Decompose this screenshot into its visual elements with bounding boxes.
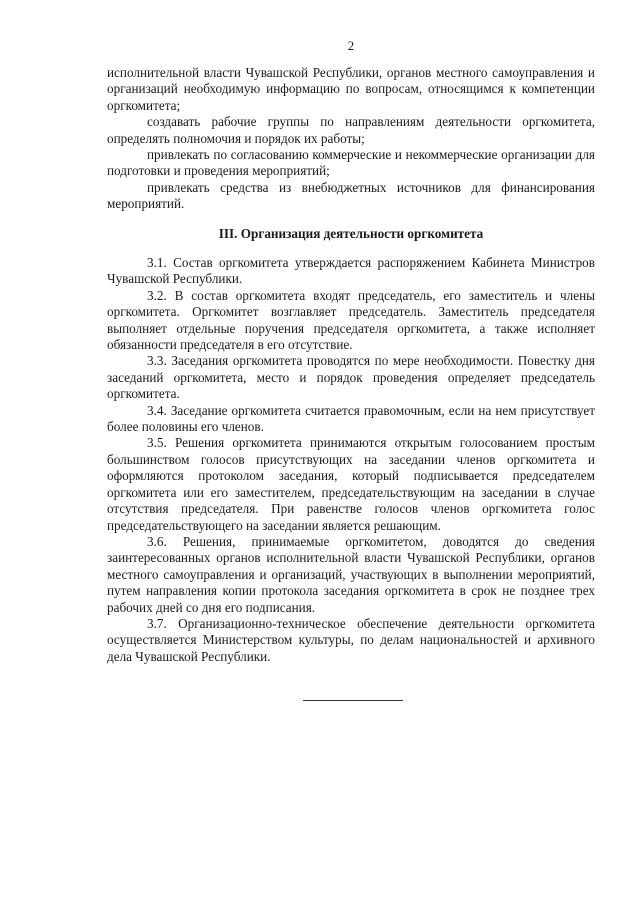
clause-3-5: 3.5. Решения оргкомитета принимаются открытым голосованием простым большинством голосов присутствующих на заседании членов оргкомитета и оформляются протоколом заседания, который подписывается председателем оргкомитета или его заместителем, председательствующим на заседании в случае отсутствия председателя. При равенстве голосов членов оргкомитета голос председательствующего на заседании является решающим. <box>107 435 595 533</box>
clause-3-1: 3.1. Состав оргкомитета утверждается распоряжением Кабинета Министров Чувашской Республики. <box>107 255 595 287</box>
page-number: 2 <box>347 38 355 53</box>
paragraph-working-groups: создавать рабочие группы по направлениям деятельности оргкомитета, определять полномочия и порядок их работы; <box>107 114 595 146</box>
paragraph-organizations: привлекать по согласованию коммерческие и некоммерческие организации для подготовки и проведения мероприятий; <box>107 147 595 179</box>
powers-list-continuation <box>107 65 595 213</box>
end-divider <box>303 700 403 701</box>
clause-3-7: 3.7. Организационно-техническое обеспечение деятельности оргкомитета осуществляется Министерством культуры, по делам национальностей и архивного дела Чувашской Республики. <box>107 615 595 664</box>
clause-3-2: 3.2. В состав оргкомитета входят председатель, его заместитель и члены оргкомитета. Оргкомитет возглавляет председатель. Заместитель председателя выполняет отдельные поручения председателя оргкомитета, а также исполняет обязанности председателя в его отсутствие. <box>107 287 595 353</box>
paragraph-continued: исполнительной власти Чувашской Республики, органов местного самоуправления и организаций необходимую информацию по вопросам, относящимся к компетенции оргкомитета; <box>107 65 595 113</box>
section-body <box>107 255 595 665</box>
clause-3-3: 3.3. Заседания оргкомитета проводятся по мере необходимости. Повестку дня заседаний оргкомитета, место и порядок проведения определяет председатель оргкомитета. <box>107 353 595 402</box>
clause-3-6: 3.6. Решения, принимаемые оргкомитетом, доводятся до сведения заинтересованных органов исполнительной власти Чувашской Республики, органов местного самоуправления и организаций, участвующих в выполнении мероприятий, путем направления копии протокола заседания оргкомитета в срок не позднее трех рабочих дней со дня его подписания. <box>107 533 595 615</box>
section-heading: III. Организация деятельности оргкомитета <box>218 226 484 241</box>
paragraph-funding: привлекать средства из внебюджетных источников для финансирования мероприятий. <box>107 179 595 212</box>
clause-3-4: 3.4. Заседание оргкомитета считается правомочным, если на нем присутствует более половины его членов. <box>107 402 595 435</box>
